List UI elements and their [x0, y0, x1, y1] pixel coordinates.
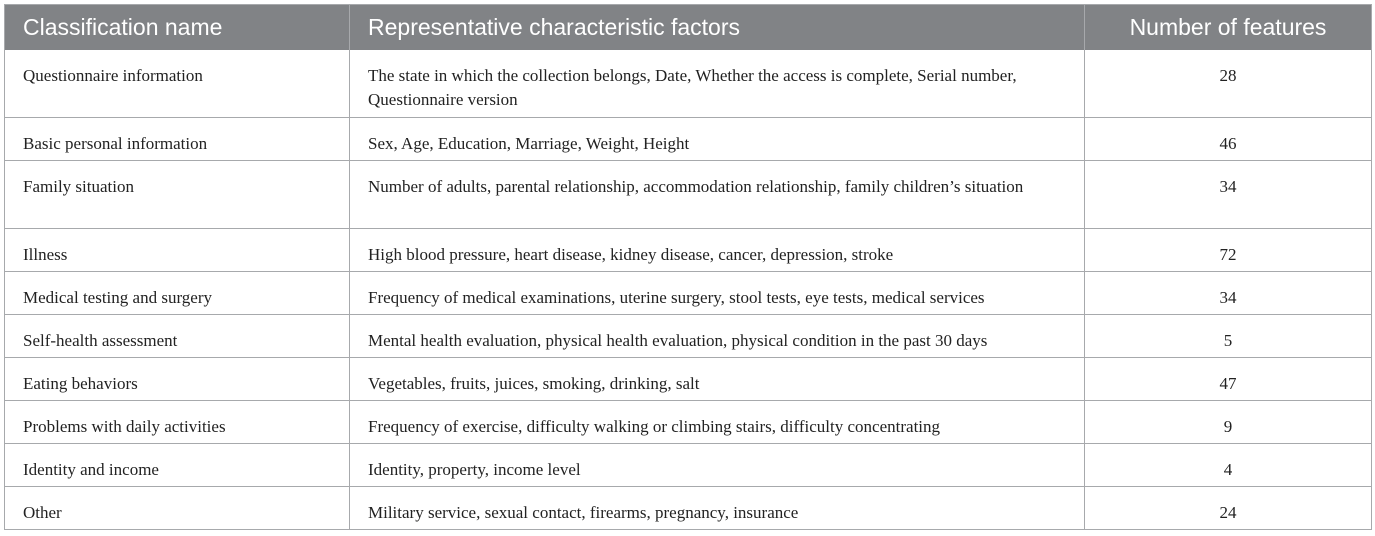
table-row: [5, 229, 1372, 272]
feature-count-cell: 5: [1085, 315, 1372, 358]
table-row: [5, 315, 1372, 358]
classification-name-cell: Eating behaviors: [5, 358, 350, 401]
table-body: [5, 50, 1372, 530]
factors-cell: Military service, sexual contact, firearms, pregnancy, insurance: [350, 487, 1085, 530]
classification-name-cell: Questionnaire information: [5, 50, 350, 118]
feature-count-cell: 24: [1219, 503, 1237, 522]
feature-count-cell: 47: [1085, 358, 1372, 401]
feature-classification-table: [4, 4, 1372, 530]
table-row: [5, 444, 1372, 487]
feature-count-cell: 46: [1085, 118, 1372, 161]
factors-cell: Frequency of medical examinations, uterine surgery, stool tests, eye tests, medical services: [350, 272, 1085, 315]
feature-count-cell: 34: [1085, 161, 1372, 229]
table-row: [5, 50, 1372, 118]
table-row: [5, 161, 1372, 229]
classification-name-cell: Problems with daily activities: [5, 401, 350, 444]
factors-cell: Frequency of exercise, difficulty walking or climbing stairs, difficulty concentrating: [350, 401, 1085, 444]
factors-cell: The state in which the collection belongs, Date, Whether the access is complete, Serial number, Questionnaire version: [350, 50, 1085, 118]
feature-count-cell: 34: [1085, 272, 1372, 315]
table-row: [5, 487, 1372, 530]
factors-cell: Vegetables, fruits, juices, smoking, drinking, salt: [350, 358, 1085, 401]
factors-cell: Sex, Age, Education, Marriage, Weight, Height: [350, 118, 1085, 161]
header-number-of-features: Number of features: [1085, 5, 1372, 50]
factors-cell: Number of adults, parental relationship, accommodation relationship, family children’s situation: [350, 161, 1085, 229]
feature-count-cell: 72: [1085, 229, 1372, 272]
factors-cell: Identity, property, income level: [350, 444, 1085, 487]
table-row: [5, 358, 1372, 401]
header-classification-name: Classification name: [5, 5, 350, 50]
feature-classification-table-container: [4, 4, 1371, 530]
table-row: [5, 272, 1372, 315]
feature-count-cell: 28: [1085, 50, 1372, 118]
feature-count-cell: 4: [1085, 444, 1372, 487]
classification-name-cell: Family situation: [5, 161, 350, 229]
feature-count-cell: 9: [1085, 401, 1372, 444]
classification-name-cell: Medical testing and surgery: [5, 272, 350, 315]
header-row: [5, 5, 1372, 50]
classification-name-cell: Identity and income: [5, 444, 350, 487]
classification-name-cell: Other: [5, 487, 350, 530]
classification-name-cell: Basic personal information: [5, 118, 350, 161]
header-representative-factors: Representative characteristic factors: [350, 5, 1085, 50]
table-row: [5, 118, 1372, 161]
classification-name-cell: Illness: [5, 229, 350, 272]
table-row: [5, 401, 1372, 444]
factors-cell: Mental health evaluation, physical health evaluation, physical condition in the past 30 days: [350, 315, 1085, 358]
classification-name-cell: Self-health assessment: [5, 315, 350, 358]
table-header: [5, 5, 1372, 50]
factors-cell: High blood pressure, heart disease, kidney disease, cancer, depression, stroke: [350, 229, 1085, 272]
